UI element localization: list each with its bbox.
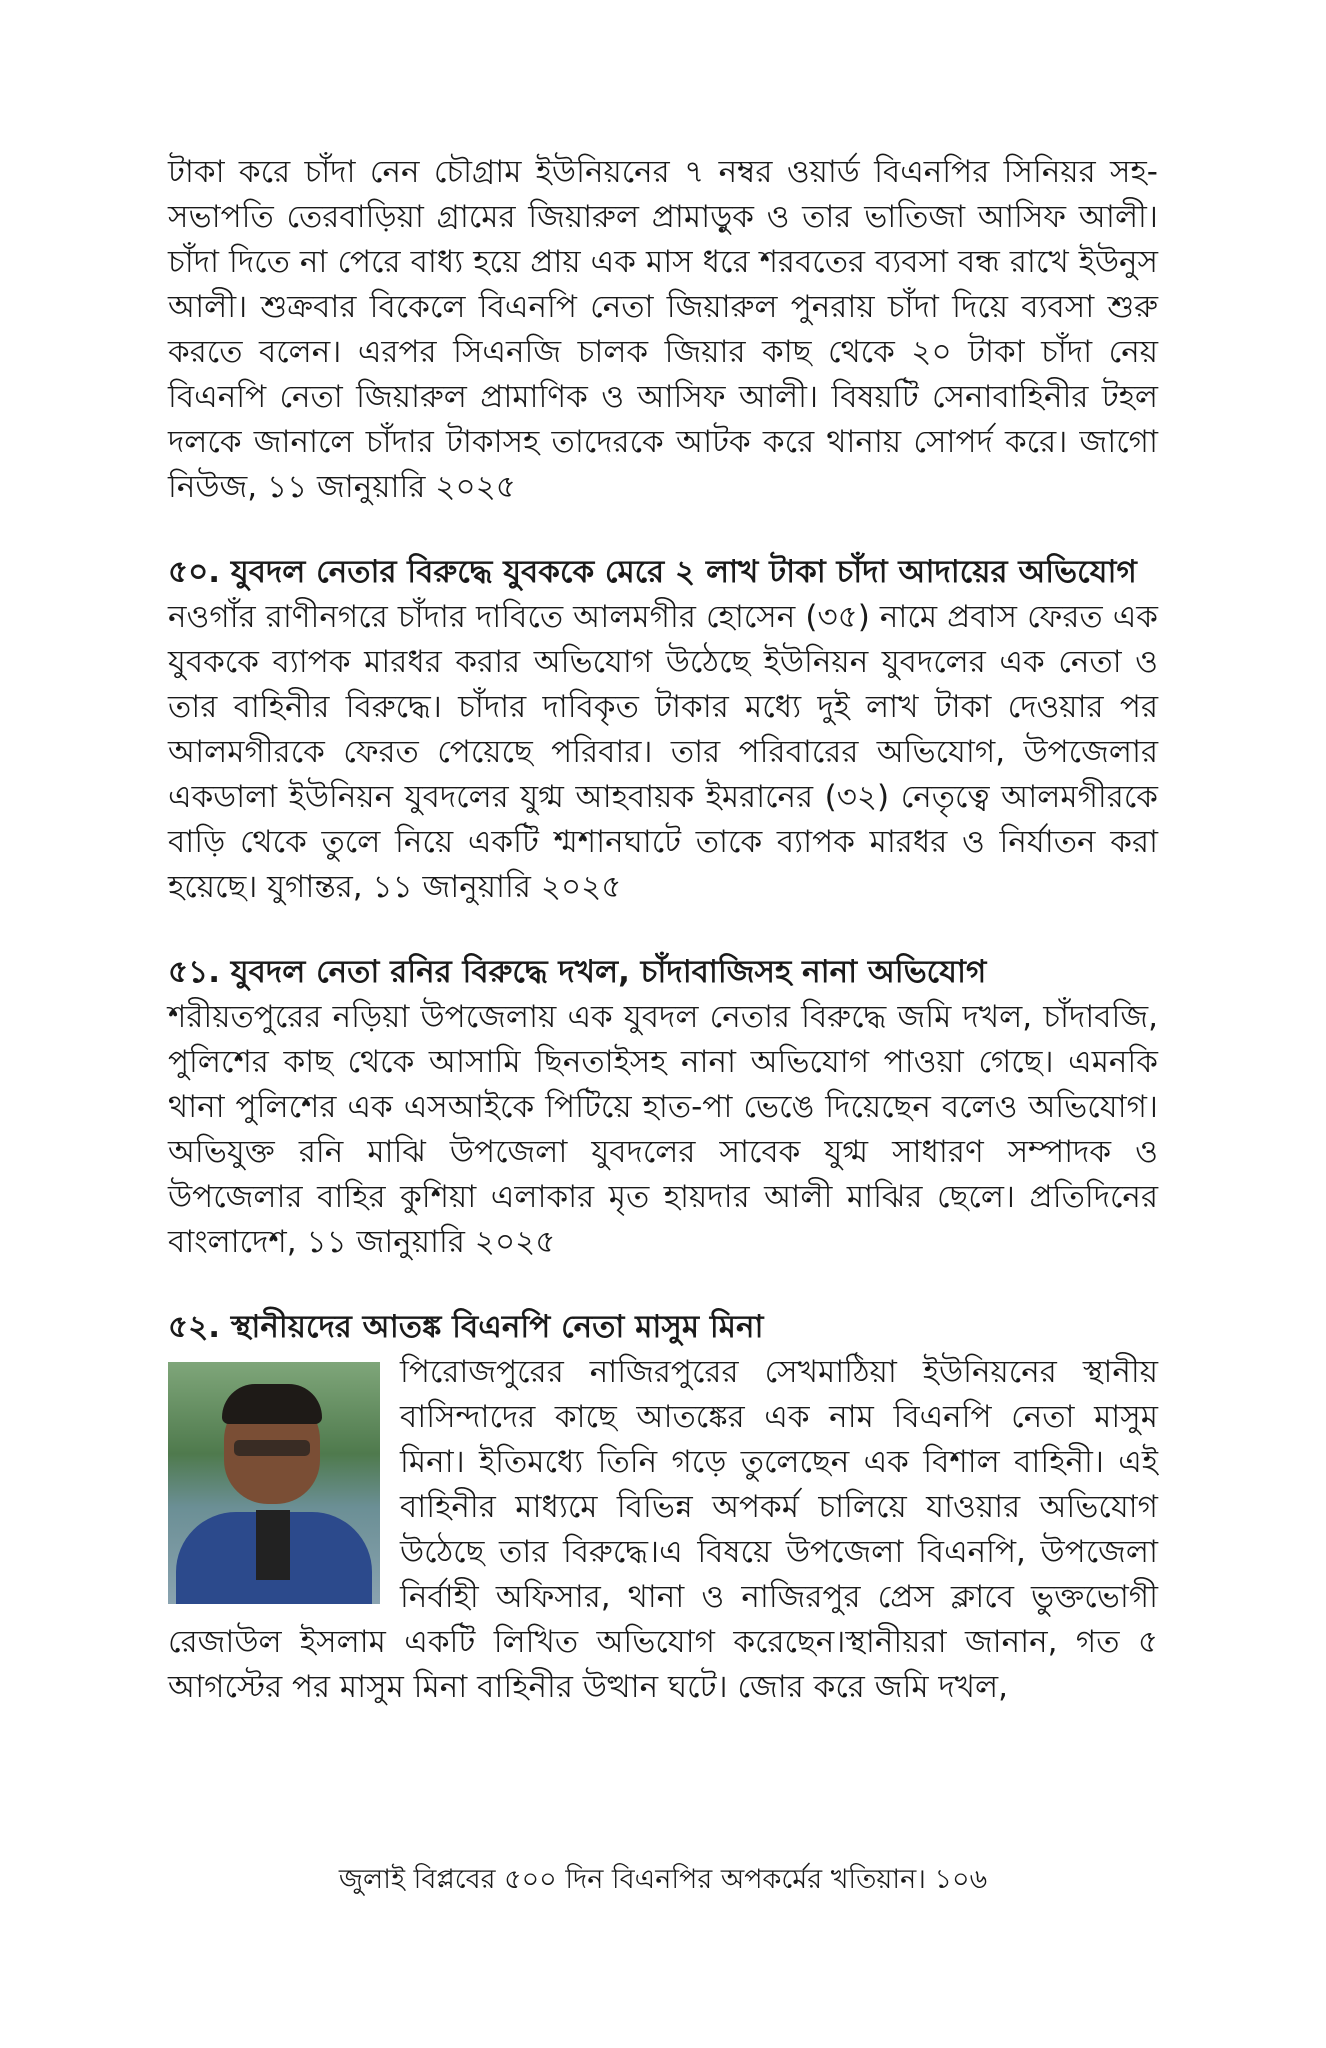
section-52 — [168, 1305, 1158, 1710]
intro-paragraph: টাকা করে চাঁদা নেন চৌগ্রাম ইউনিয়নের ৭ নম্বর ওয়ার্ড বিএনপির সিনিয়র সহ-সভাপতি তেরবাড়িয়া গ্রামের জিয়ারুল প্রামাড়ুক ও তার ভাতিজা আসিফ আলী। চাঁদা দিতে না পেরে বাধ্য হয়ে প্রায় এক মাস ধরে শরবতের ব্যবসা বন্ধ রাখে ইউনুস আলী। শুক্রবার বিকেলে বিএনপি নেতা জিয়ারুল পুনরায় চাঁদা দিয়ে ব্যবসা শুরু করতে বলেন। এরপর সিএনজি চালক জিয়ার কাছ থেকে ২০ টাকা চাঁদা নেয় বিএনপি নেতা জিয়ারুল প্রামাণিক ও আসিফ আলী। বিষয়টি সেনাবাহিনীর টহল দলকে জানালে চাঁদার টাকাসহ তাদেরকে আটক করে থানায় সোপর্দ করে। জাগো নিউজ, ১১ জানুয়ারি ২০২৫ — [168, 154, 1158, 505]
section-body: নওগাঁর রাণীনগরে চাঁদার দাবিতে আলমগীর হোসেন (৩৫) নামে প্রবাস ফেরত এক যুবককে ব্যাপক মারধর করার অভিযোগ উঠেছে ইউনিয়ন যুবদলের এক নেতা ও তার বাহিনীর বিরুদ্ধে। চাঁদার দাবিকৃত টাকার মধ্যে দুই লাখ টাকা দেওয়ার পর আলমগীরকে ফেরত পেয়েছে পরিবার। তার পরিবারের অভিযোগ, উপজেলার একডালা ইউনিয়ন যুবদলের যুগ্ম আহবায়ক ইমরানের (৩২) নেতৃত্বে আলমগীরকে বাড়ি থেকে তুলে নিয়ে একটি শ্মশানঘাটে তাকে ব্যাপক মারধর ও নির্যাতন করা হয়েছে। যুগান্তর, ১১ জানুয়ারি ২০২৫ — [168, 599, 1158, 905]
portrait-photo — [168, 1362, 380, 1604]
page-content — [168, 150, 1158, 1710]
section-heading: ৫২. স্থানীয়দের আতঙ্ক বিএনপি নেতা মাসুম মিনা — [168, 1309, 764, 1345]
section-heading: ৫১. যুবদল নেতা রনির বিরুদ্ধে দখল, চাঁদাবাজিসহ নানা অভিযোগ — [168, 954, 987, 990]
photo-glasses — [234, 1440, 310, 1456]
section-body: শরীয়তপুরের নড়িয়া উপজেলায় এক যুবদল নেতার বিরুদ্ধে জমি দখল, চাঁদাবজি, পুলিশের কাছ থেকে আসামি ছিনতাইসহ নানা অভিযোগ পাওয়া গেছে। এমনকি থানা পুলিশের এক এসআইকে পিটিয়ে হাত-পা ভেঙে দিয়েছেন বলেও অভিযোগ। অভিযুক্ত রনি মাঝি উপজেলা যুবদলের সাবেক যুগ্ম সাধারণ সম্পাদক ও উপজেলার বাহির কুশিয়া এলাকার মৃত হায়দার আলী মাঝির ছেলে। প্রতিদিনের বাংলাদেশ, ১১ জানুয়ারি ২০২৫ — [168, 999, 1158, 1260]
section-50 — [168, 550, 1158, 910]
page-footer: জুলাই বিপ্লবের ৫০০ দিন বিএনপির অপকর্মের খতিয়ান। ১০৬ — [338, 1864, 988, 1895]
photo-hair — [222, 1384, 322, 1424]
section-51 — [168, 950, 1158, 1265]
section-body: পিরোজপুরের নাজিরপুরের সেখমাঠিয়া ইউনিয়নের স্থানীয় বাসিন্দাদের কাছে আতঙ্কের এক নাম বিএনপি নেতা মাসুম মিনা। ইতিমধ্যে তিনি গড়ে তুলেছেন এক বিশাল বাহিনী। এই বাহিনীর মাধ্যমে বিভিন্ন অপকর্ম চালিয়ে যাওয়ার অভিযোগ উঠেছে তার বিরুদ্ধে।এ বিষয়ে উপজেলা বিএনপি, উপজেলা নির্বাহী অফিসার, থানা ও নাজিরপুর প্রেস ক্লাবে ভুক্তভোগী রেজাউল ইসলাম একটি লিখিত অভিযোগ করেছেন।স্থানীয়রা জানান, গত ৫ আগস্টের পর মাসুম মিনা বাহিনীর উত্থান ঘটে। জোর করে জমি দখল, — [168, 1354, 1158, 1705]
section-heading: ৫০. যুবদল নেতার বিরুদ্ধে যুবককে মেরে ২ লাখ টাকা চাঁদা আদায়ের অভিযোগ — [168, 554, 1137, 590]
photo-collar — [256, 1510, 290, 1580]
